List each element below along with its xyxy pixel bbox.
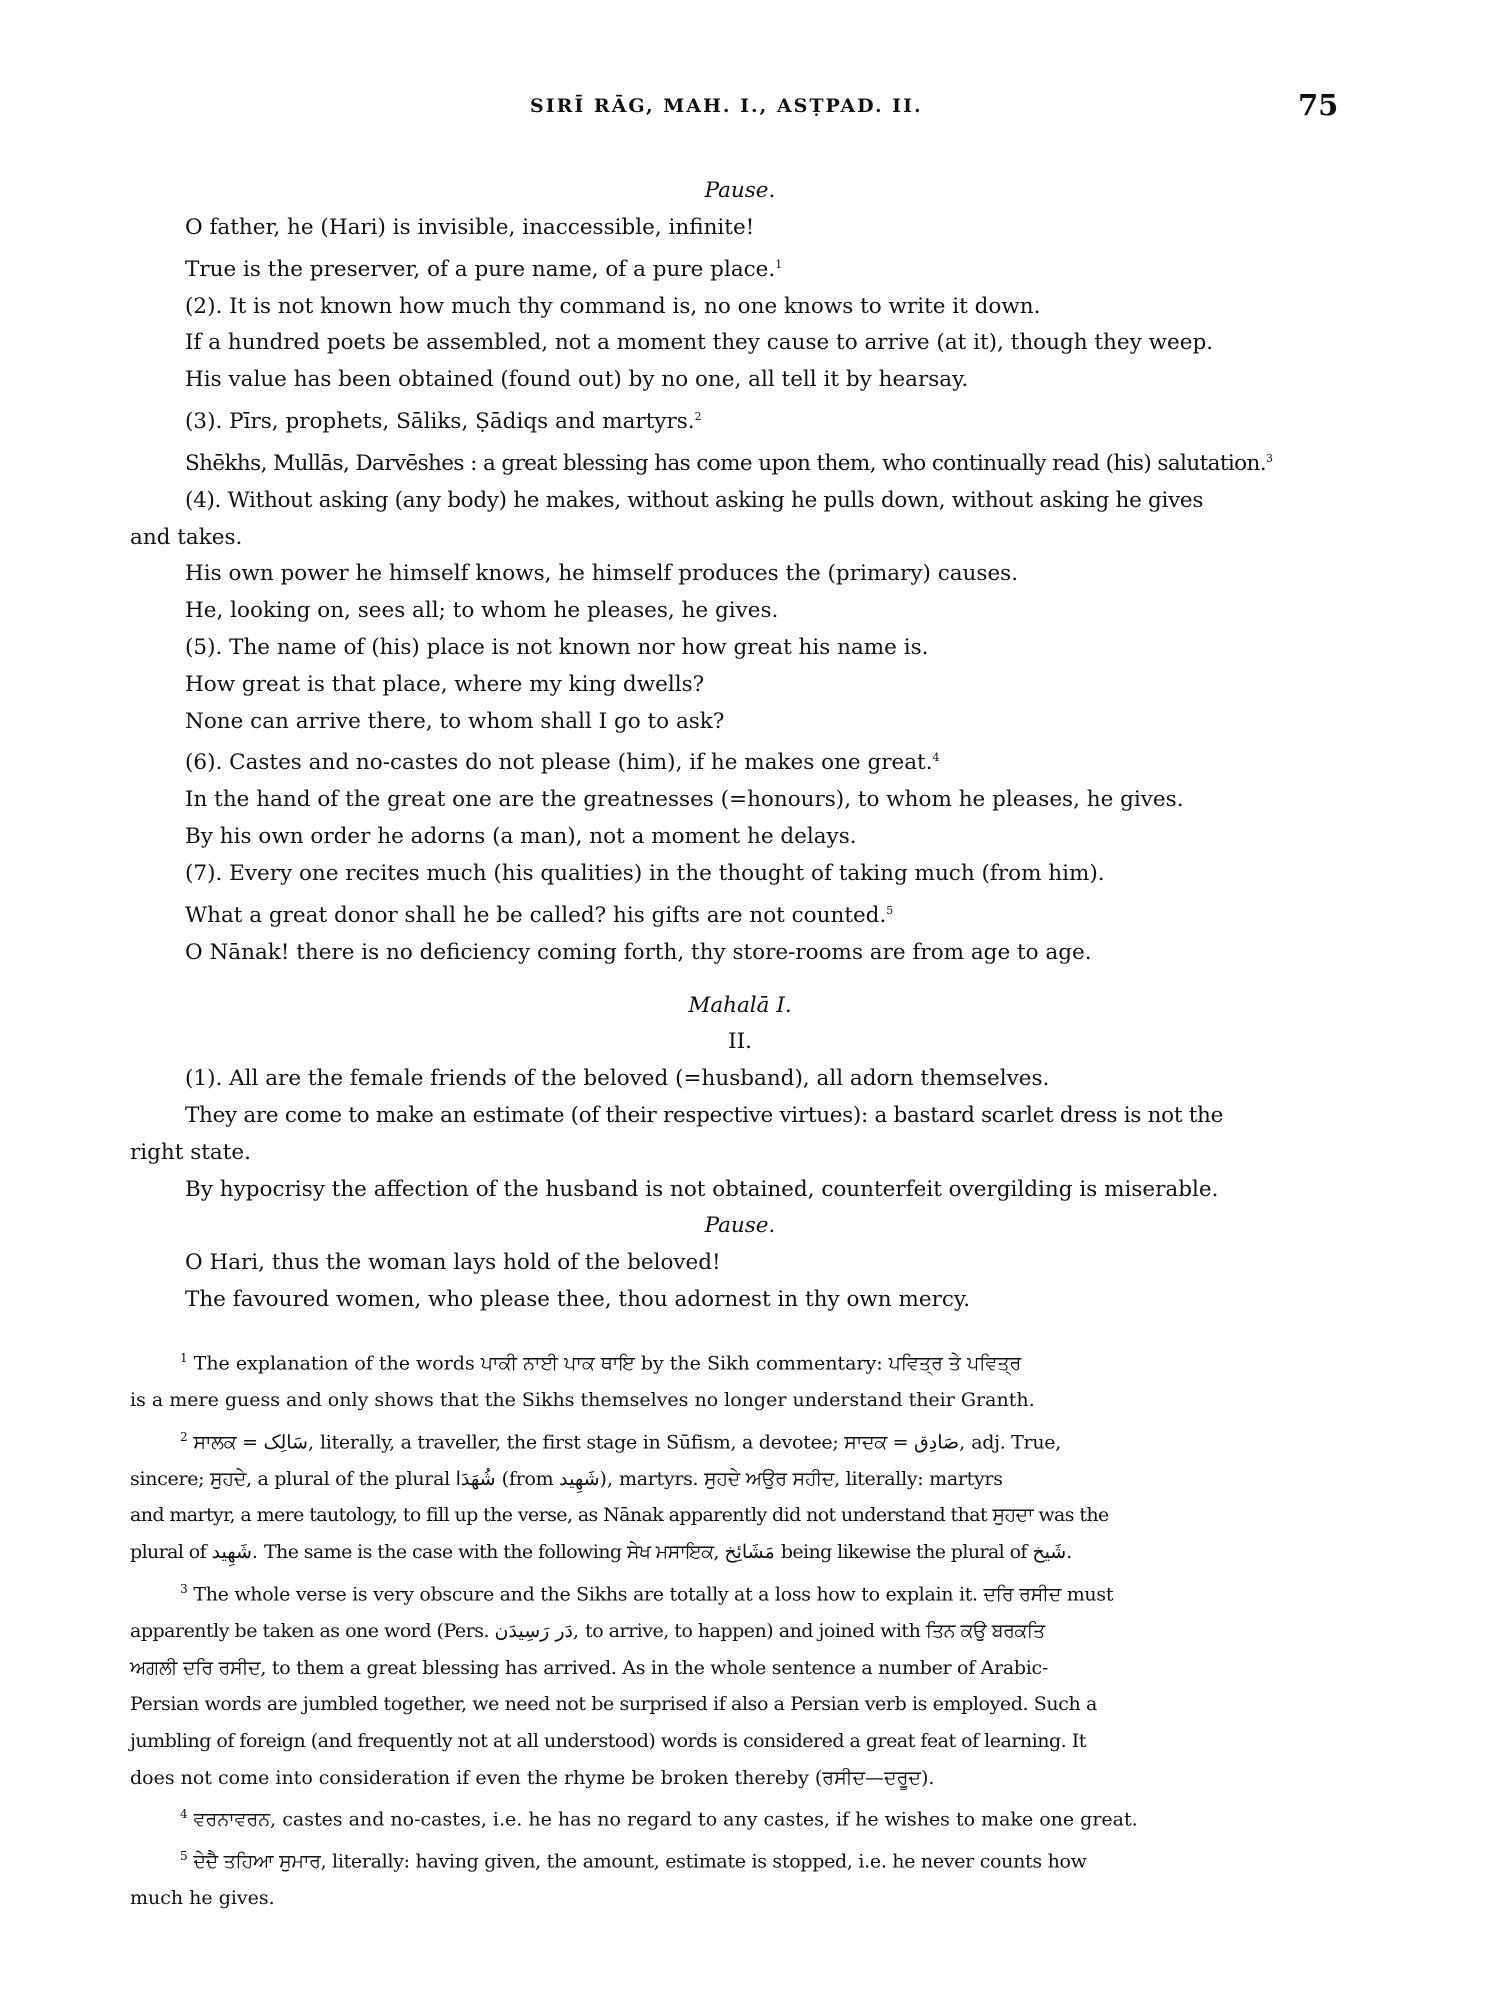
verse-line: None can arrive there, to whom shall I go to ask? xyxy=(185,708,725,734)
footnote-text: The whole verse is very obscure and the Sikhs are totally at a loss how to explain it. ਦਰਿ ਰਸੀਦ must xyxy=(193,1583,1114,1606)
verse-line xyxy=(130,893,1350,935)
footnote-text: The explanation of the words ਪਾਕੀ ਨਾਈ ਪਾਕ ਥਾਇ by the Sikh commentary: ਪਵਿਤ੍ਰ ਤੇ ਪਵਿਤ੍ਰ xyxy=(193,1352,1022,1375)
footnote-line xyxy=(130,1838,1350,1880)
verse-line: His value has been obtained (found out) by no one, all tell it by hearsay. xyxy=(185,367,969,393)
footnote-text: ਸਾਲਕ = سَالِک, literally, a traveller, the first stage in Sūfism, a devotee; ਸਾਦਕ = صَادِق, adj. True, xyxy=(193,1431,1061,1454)
verse-line: His own power he himself knows, he himself produces the (primary) causes. xyxy=(185,561,1019,587)
footnotes xyxy=(130,1340,1350,1917)
footnote-marker: 2 xyxy=(180,1429,188,1444)
footnote-marker: 3 xyxy=(180,1581,188,1596)
verse-line: The favoured women, who please thee, thou adornest in thy own mercy. xyxy=(185,1286,971,1312)
verse-text: Shēkhs, Mullās, Darvēshes : a great blessing has come upon them, who continually read (his) salutation. xyxy=(185,451,1266,477)
verse-line: O Hari, thus the woman lays hold of the beloved! xyxy=(185,1250,721,1276)
main-text xyxy=(130,173,1350,1319)
running-title: SIRĪ RĀG, MAH. I., ASṬPAD. II. xyxy=(530,95,923,117)
verse-line: O Nānak! there is no deficiency coming forth, thy store-rooms are from age to age. xyxy=(185,939,1092,965)
verse-text: What a great donor shall he be called? his gifts are not counted. xyxy=(185,902,887,928)
verse-line: (5). The name of (his) place is not known nor how great his name is. xyxy=(185,635,929,661)
footnote-marker: 5 xyxy=(180,1849,188,1864)
footnote-line: apparently be taken as one word (Pers. دَر رَسِيدَن, to arrive, to happen) and joined with ਤਿਨ ਕਉ ਬਰਕਤਿ xyxy=(130,1619,1045,1642)
section-heading-mahala: Mahalā I. xyxy=(688,992,792,1018)
verse-text: (6). Castes and no-castes do not please (him), if he makes one great. xyxy=(185,750,933,776)
footnote-text: ਵਰਨਾਵਰਨ, castes and no-castes, i.e. he has no regard to any castes, if he wishes to make one great. xyxy=(193,1808,1138,1831)
verse-line: In the hand of the great one are the greatnesses (=honours), to whom he pleases, he gives. xyxy=(185,787,1184,813)
footnote-line xyxy=(130,1571,1350,1613)
section-heading-numeral: II. xyxy=(728,1029,752,1055)
footnote-marker: 1 xyxy=(180,1351,188,1365)
footnote-line: plural of شَهِيد. The same is the case with the following ਸੇਖ ਮਸਾਇਕ, مَشَائِخ being likewise the plural of شَيخ. xyxy=(130,1541,1073,1564)
footnote-marker: 4 xyxy=(180,1807,188,1822)
footnote-ref: 4 xyxy=(932,751,940,765)
verse-line xyxy=(130,247,1350,289)
footnote-line: is a mere guess and only shows that the Sikhs themselves no longer understand their Granth. xyxy=(130,1389,1035,1412)
verse-line: He, looking on, sees all; to whom he pleases, he gives. xyxy=(185,598,779,624)
verse-line: By hypocrisy the affection of the husband is not obtained, counterfeit overgilding is miserable. xyxy=(185,1176,1219,1202)
verse-line: (4). Without asking (any body) he makes, without asking he pulls down, without asking he gives xyxy=(185,487,1204,513)
verse-line: (7). Every one recites much (his qualities) in the thought of taking much (from him). xyxy=(185,860,1105,886)
verse-line: By his own order he adorns (a man), not a moment he delays. xyxy=(185,824,857,850)
footnote-ref: 5 xyxy=(886,903,894,917)
verse-line: How great is that place, where my king dwells? xyxy=(185,671,705,697)
verse-line: O father, he (Hari) is invisible, inaccessible, infinite! xyxy=(185,214,755,240)
footnote-line xyxy=(130,1340,1350,1382)
footnote-line xyxy=(130,1419,1350,1461)
footnote-line: Persian words are jumbled together, we need not be surprised if also a Persian verb is employed. Such a xyxy=(130,1693,1097,1716)
footnote-ref: 1 xyxy=(775,257,783,271)
footnote-ref: 2 xyxy=(694,409,702,423)
footnote-line xyxy=(130,1796,1350,1838)
footnote-line: sincere; ਸੁਹਦੇ, a plural of the plural شُهَدَا (from شَهِيد), martyrs. ਸੁਹਦੇ ਅਉਰ ਸਹੀਦ, literally: martyrs xyxy=(130,1467,1003,1490)
section-heading-pause: Pause. xyxy=(704,1213,776,1239)
footnote-line: does not come into consideration if even the rhyme be broken thereby (ਰਸੀਦ—ਦਰੂਦ). xyxy=(130,1766,935,1789)
verse-line-continued: and takes. xyxy=(130,524,243,550)
verse-line: If a hundred poets be assembled, not a moment they cause to arrive (at it), though they weep. xyxy=(185,330,1214,356)
verse-line xyxy=(130,399,1350,441)
footnote-line: and martyr, a mere tautology, to fill up the verse, as Nānak apparently did not understand that ਸੁਹਦਾ was the xyxy=(130,1504,1109,1527)
footnote-ref: 3 xyxy=(1265,451,1273,465)
verse-line xyxy=(130,441,1350,483)
verse-text: (3). Pīrs, prophets, Sāliks, Ṣādiqs and martyrs. xyxy=(185,409,695,435)
verse-line: (2). It is not known how much thy command is, no one knows to write it down. xyxy=(185,293,1041,319)
footnote-line: jumbling of foreign (and frequently not at all understood) words is considered a great feat of learning. It xyxy=(130,1730,1086,1753)
verse-line: They are come to make an estimate (of their respective virtues): a bastard scarlet dress is not the xyxy=(185,1102,1224,1128)
verse-line xyxy=(130,740,1350,782)
footnote-text: ਦੇਦੈ ਤਹਿਆ ਸੁਮਾਰ, literally: having given, the amount, estimate is stopped, i.e. he never counts how xyxy=(193,1850,1087,1873)
verse-line-continued: right state. xyxy=(130,1139,251,1165)
page-number: 75 xyxy=(1298,88,1339,122)
verse-text: True is the preserver, of a pure name, of a pure place. xyxy=(185,256,776,282)
footnote-line: ਅਗਲੀ ਦਰਿ ਰਸੀਦ, to them a great blessing has arrived. As in the whole sentence a number of Arabic- xyxy=(130,1656,1049,1679)
section-heading-pause: Pause. xyxy=(704,178,776,203)
footnote-line: much he gives. xyxy=(130,1887,275,1910)
verse-line: (1). All are the female friends of the beloved (=husband), all adorn themselves. xyxy=(185,1066,1050,1092)
